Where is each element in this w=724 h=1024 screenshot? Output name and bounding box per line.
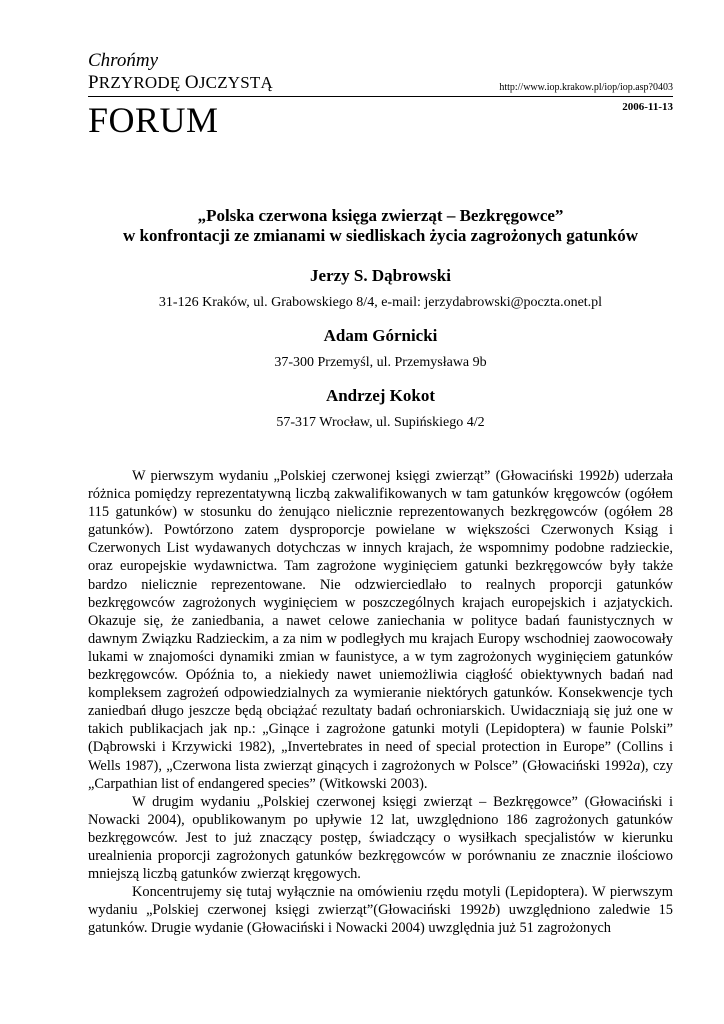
author-name: Jerzy S. Dąbrowski (310, 266, 451, 285)
paragraph: W pierwszym wydaniu „Polskiej czerwonej księgi zwierząt” (Głowaciński 1992b) uderzała różnica pomiędzy reprezentatywną liczbą zakwalifikowanych w tam gatunków kręgowców (ogółem 115 gatunków) w stosunku do żenująco nielicznie reprezentowanych bezkręgowców (ogółem 28 gatunków). Powtórzono zatem dysproporcje powielane w większości Czerwonych Ksiąg i Czerwonych List wydawanych dotychczas w innych krajach, że wspomnimy podobne radzieckie, oraz europejskie wydawnictwa. Tam zagrożone wyginięciem gatunki bezkręgowców były także bardzo nielicznie reprezentowane. Nie odzwierciedlało to realnych proporcji gatunków bezkręgowców zagrożonych wyginięciem w poszczególnych krajach europejskich i azjatyckich. Okazuje się, że zaniedbania, a nawet celowe zaniechania w polityce badań faunistycznych w dawnym Związku Radzieckim, a za nim w podległych mu krajach Europy wschodniej zaowocowały lukami w znajomości dynamiki zmian w faunistyce, a w tym zagrożonych wyginięciem gatunków bezkręgowców. Opóźnia to, a niekiedy nawet uniemożliwia ciągłość obiektywnych badań nad kompleksem zagrożeń odpowiedzialnych za wymieranie niektórych gatunków. Konsekwencje tych zaniedbań długo jeszcze będą obciążać rezultaty badań ochroniarskich. Uwidaczniają się już one w takich publikacjach jak np.: „Ginące i zagrożone gatunki motyli (Lepidoptera) w faunie Polski” (Dąbrowski i Krzywicki 1982), „Invertebrates in need of special protection in Europe” (Collins i Wells 1987), „Czerwona lista zwierząt ginących i zagrożonych w Polsce” (Głowaciński 1992a), czy „Carpathian list of endangered species” (Witkowski 2003). (88, 468, 673, 792)
series-rest-1: RZYRODĘ (98, 73, 181, 92)
article-body (88, 467, 673, 937)
series-label: Chrońmy (88, 50, 159, 71)
author-block (88, 386, 673, 431)
author-block (88, 266, 673, 311)
series-rest-2: JCZYSTĄ (198, 73, 273, 92)
title-line-1: „Polska czerwona księga zwierząt – Bezkręgowce” (197, 206, 564, 225)
publication-date: 2006-11-13 (622, 101, 673, 113)
source-url: http://www.iop.krakow.pl/iop/iop.asp?0403 (499, 82, 673, 93)
series-name (88, 73, 273, 93)
author-address: 57-317 Wrocław, ul. Supińskiego 4/2 (276, 415, 485, 430)
paragraph: Koncentrujemy się tutaj wyłącznie na omówieniu rzędu motyli (Lepidoptera). W pierwszym wydaniu „Polskiej czerwonej księgi zwierząt”(Głowaciński 1992b) uwzględniono zaledwie 15 gatunków. Drugie wydanie (Głowaciński i Nowacki 2004) uwzględnia już 51 zagrożonych (88, 884, 673, 937)
series-initial-1: P (88, 72, 99, 93)
article-title (88, 206, 673, 246)
section-title: FORUM (88, 100, 219, 140)
author-block (88, 326, 673, 371)
title-line-2: w konfrontacji ze zmianami w siedliskach życia zagrożonych gatunków (122, 226, 639, 245)
author-name: Andrzej Kokot (325, 386, 436, 405)
author-address: 31-126 Kraków, ul. Grabowskiego 8/4, e-mail: jerzydabrowski@poczta.onet.pl (158, 295, 603, 310)
paragraph: W drugim wydaniu „Polskiej czerwonej księgi zwierząt – Bezkręgowce” (Głowaciński i Nowacki 2004), opublikowanym po upływie 12 lat, uwzględniono 186 zagrożonych gatunków bezkręgowców. Jest to już znaczący postęp, świadczący o wysiłkach specjalistów w kierunku urealnienia proporcji zagrożonych gatunków bezkręgowców w porównaniu ze znacznie ilościowo mniejszą liczbą gatunków zwierząt kręgowych. (88, 793, 673, 883)
author-address: 37-300 Przemyśl, ul. Przemysława 9b (274, 355, 487, 370)
series-initial-2: O (184, 72, 199, 93)
header-divider (88, 96, 673, 97)
author-name: Adam Górnicki (323, 326, 438, 345)
